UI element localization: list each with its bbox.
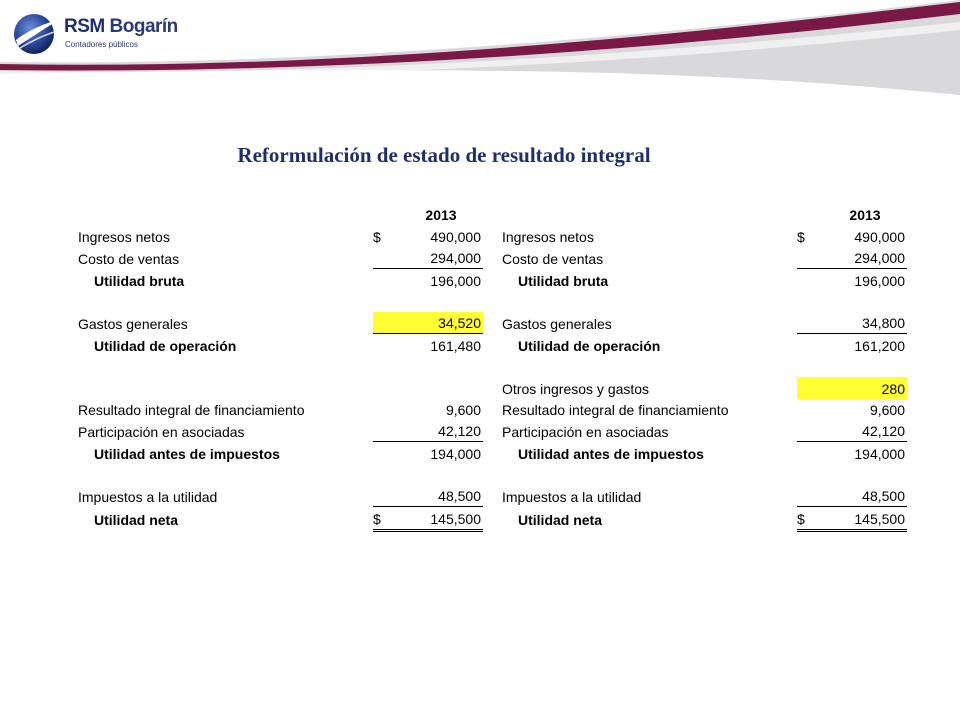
currency-symbol [373,399,387,420]
currency-symbol [797,420,811,442]
row-amount: 145,500 [387,507,483,530]
row-label: Otros ingresos y gastos [502,380,650,397]
row-amount: 196,000 [430,272,481,289]
row-amount: 294,000 [387,247,483,269]
row-amount: 294,000 [811,247,907,269]
currency-symbol [797,269,811,291]
currency-symbol [373,442,387,464]
row-amount-highlighted: 34,520 [387,312,483,334]
row-label: Utilidad de operación [518,337,661,354]
row-amount: 9,600 [445,401,481,418]
currency-symbol [373,485,387,507]
row-label: Utilidad antes de impuestos [518,445,704,462]
currency-symbol [797,334,811,356]
row-amount: 490,000 [854,228,905,245]
currency-symbol [373,312,387,334]
row-label: Ingresos netos [502,228,594,245]
table-row [78,225,483,246]
table-row [502,334,907,356]
row-label: Ingresos netos [78,228,170,245]
row-label: Costo de ventas [78,250,180,267]
row-label: Utilidad neta [518,512,603,529]
year-header: 2013 [425,207,457,224]
table-row [78,485,483,507]
row-label: Impuestos a la utilidad [502,488,642,505]
brand-name: RSM Bogarín [64,16,178,37]
row-amount: 48,500 [811,485,907,507]
table-row [502,269,907,291]
row-label: Utilidad de operación [94,337,237,354]
row-label: Utilidad bruta [94,272,185,289]
currency-symbol [797,377,811,398]
income-statement-left [78,204,483,532]
rsm-bogarin-logo [12,10,178,60]
currency-symbol: $ [797,228,805,245]
table-row [502,312,907,334]
table-row [502,377,907,398]
currency-symbol [373,247,387,269]
table-row [78,312,483,334]
currency-symbol [797,442,811,464]
row-label: Resultado integral de financiamiento [78,401,305,418]
page-title: Reformulación de estado de resultado integral [237,143,651,167]
row-label: Utilidad neta [94,512,179,529]
row-amount: 9,600 [869,401,905,418]
brand-tagline: Contadores públicos [65,40,138,49]
currency-symbol: $ [373,228,381,245]
currency-symbol [797,399,811,420]
year-header: 2013 [849,207,881,224]
table-row [78,269,483,291]
table-row [78,334,483,356]
row-label: Utilidad antes de impuestos [94,445,280,462]
row-label: Resultado integral de financiamiento [502,401,729,418]
row-amount: 194,000 [854,445,905,462]
table-row [78,507,483,530]
row-amount: 42,120 [387,420,483,442]
row-label: Participación en asociadas [78,423,245,440]
table-row [78,399,483,420]
row-label: Costo de ventas [502,250,604,267]
row-label: Utilidad bruta [518,272,609,289]
currency-symbol [373,420,387,442]
row-amount: 42,120 [811,420,907,442]
row-label: Participación en asociadas [502,423,669,440]
row-label: Gastos generales [78,315,188,332]
year-header-row [502,204,907,225]
currency-symbol [797,485,811,507]
row-amount: 196,000 [854,272,905,289]
row-amount: 34,800 [811,312,907,334]
currency-symbol [373,334,387,356]
table-row [502,420,907,442]
table-row [502,225,907,246]
currency-symbol: $ [797,507,811,530]
row-amount: 194,000 [430,445,481,462]
table-row [78,291,483,312]
row-amount: 161,200 [854,337,905,354]
globe-icon [12,10,60,58]
table-row [502,356,907,377]
table-row [78,356,483,377]
income-statement-right [502,204,907,532]
currency-symbol: $ [373,507,387,530]
row-amount: 161,480 [430,337,481,354]
row-label: Gastos generales [502,315,612,332]
table-row [78,464,483,485]
table-row [78,247,483,269]
row-amount: 145,500 [811,507,907,530]
currency-symbol [373,269,387,291]
row-label: Impuestos a la utilidad [78,488,218,505]
table-row [502,464,907,485]
table-row [502,507,907,530]
table-row [502,399,907,420]
currency-symbol [797,247,811,269]
table-row [502,485,907,507]
row-amount: 490,000 [430,228,481,245]
year-header-row [78,204,483,225]
table-row [502,442,907,464]
row-amount: 48,500 [387,485,483,507]
row-amount-highlighted: 280 [811,377,907,398]
table-row [78,377,483,398]
table-row [502,291,907,312]
table-row [78,442,483,464]
table-row [78,420,483,442]
table-row [502,247,907,269]
currency-symbol [797,312,811,334]
